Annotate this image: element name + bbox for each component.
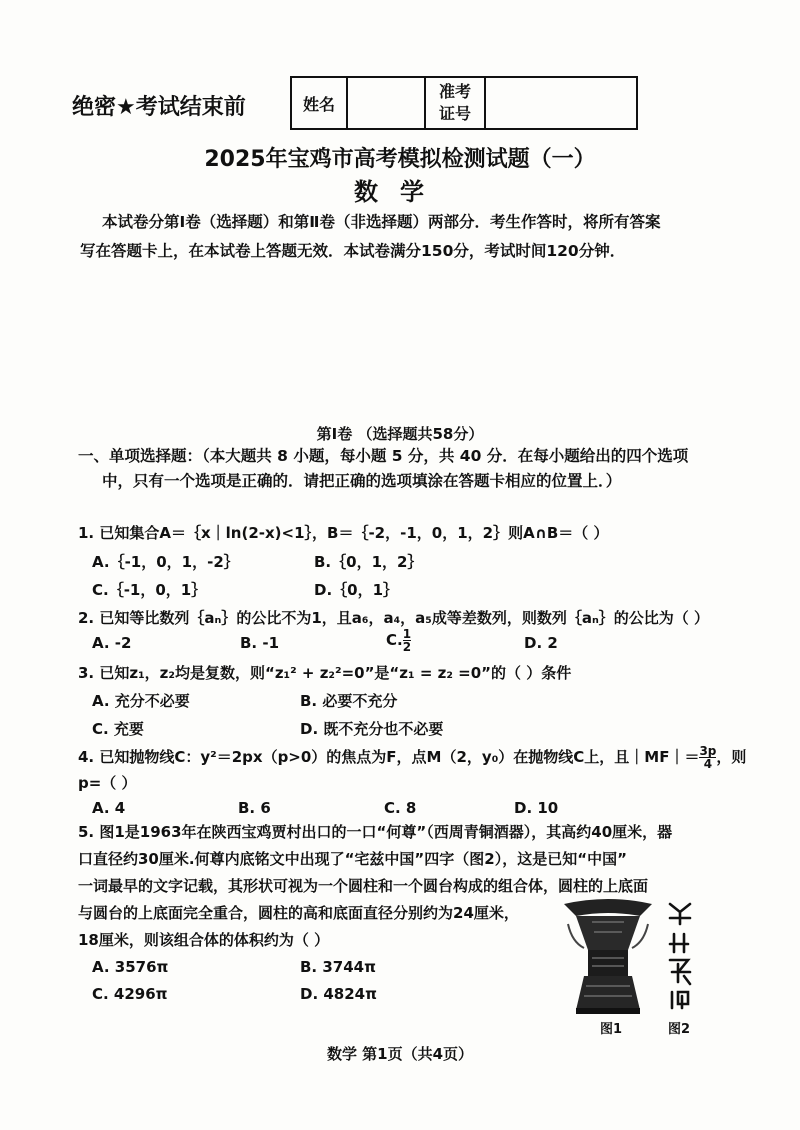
question-5-stem: 5. 图1是1963年在陕西宝鸡贾村出口的一口“何尊”（西周青铜酒器），其高约40厘米，器 口直径约30厘米.何尊内底铭文中出现了“宅兹中国”四字（图2），这是已知“中国” 一词最早的文字记载，其形状可视为一个圆柱和一个圆台构成的组合体，圆柱的上底面 与圆台的上底面完全重合，圆柱的高和底面直径分别约为24厘米， 18厘米，则该组合体的体积约为（ ） bbox=[78, 823, 673, 949]
question-4-option-b: B. 6 bbox=[238, 799, 271, 817]
figure-1-caption: 图1 bbox=[600, 1022, 623, 1037]
question-5-option-d: D. 4824π bbox=[300, 985, 377, 1003]
question-5-option-b: B. 3744π bbox=[300, 958, 376, 976]
question-1-option-a: A.｛-1，0，1，-2｝ bbox=[92, 553, 239, 571]
question-3-option-d: D. 既不充分也不必要 bbox=[300, 720, 444, 738]
section-heading: 第Ⅰ卷 （选择题共58分） bbox=[316, 425, 484, 443]
question-4-stem-line2: p=（ ） bbox=[78, 774, 137, 792]
question-4-stem: 4. 已知抛物线C：y²＝2px（p>0）的焦点为F，点M（2，y₀）在抛物线C上，且｜MF｜＝ $\frac{3p}{4}$ ，则 bbox=[78, 744, 747, 771]
question-4-option-c: C. 8 bbox=[384, 799, 417, 817]
name-label: 姓名 bbox=[291, 77, 347, 129]
figure-1-bronze-vessel bbox=[562, 898, 654, 1016]
exam-title: 2025年宝鸡市高考模拟检测试题（一） bbox=[204, 147, 596, 172]
question-1-option-d: D.｛0，1｝ bbox=[314, 581, 399, 599]
name-field[interactable] bbox=[347, 77, 425, 129]
question-3-stem: 3. 已知z₁，z₂均是复数，则“z₁² + z₂²=0”是“z₁ = z₂ =0”的（ ）条件 bbox=[78, 664, 572, 682]
question-2-stem: 2. 已知等比数列｛aₙ｝的公比不为1，且a₆，a₄，a₅成等差数列，则数列｛aₙ｝的公比为（ ） bbox=[78, 609, 710, 627]
question-1-option-b: B.｛0，1，2｝ bbox=[314, 553, 423, 571]
exam-id-field[interactable] bbox=[485, 77, 637, 129]
question-3-option-a: A. 充分不必要 bbox=[92, 692, 190, 710]
inscription-glyphs-icon bbox=[662, 900, 698, 1012]
question-1-option-c: C.｛-1，0，1｝ bbox=[92, 581, 207, 599]
question-2-option-c: C. $\frac{1}{2}$ bbox=[386, 627, 412, 654]
exam-id-label: 准考 证号 bbox=[425, 77, 485, 129]
section-instructions: 一、单项选择题：（本大题共 8 小题，每小题 5 分，共 40 分．在每小题给出的四个选项 中，只有一个选项是正确的．请把正确的选项填涂在答题卡相应的位置上．） bbox=[78, 447, 689, 490]
figure-2-caption: 图2 bbox=[668, 1022, 691, 1037]
subject-title: 数学 bbox=[354, 178, 446, 206]
question-2-option-d: D. 2 bbox=[524, 634, 558, 652]
question-1-stem: 1. 已知集合A＝｛x｜ln(2-x)<1｝，B＝｛-2，-1，0，1，2｝则A∩B＝（ ） bbox=[78, 524, 609, 542]
question-5-option-c: C. 4296π bbox=[92, 985, 168, 1003]
question-3-option-b: B. 必要不充分 bbox=[300, 692, 398, 710]
question-2-option-b: B. -1 bbox=[240, 634, 280, 652]
bronze-vessel-icon bbox=[562, 898, 654, 1016]
candidate-info-box bbox=[290, 76, 638, 130]
page-footer: 数学 第1页（共4页） bbox=[326, 1045, 474, 1063]
question-4-option-a: A. 4 bbox=[92, 799, 126, 817]
exam-intro: 本试卷分第Ⅰ卷（选择题）和第Ⅱ卷（非选择题）两部分．考生作答时，将所有答案 写在答题卡上，在本试卷上答题无效．本试卷满分150分，考试时间120分钟． bbox=[80, 213, 661, 260]
question-4-option-d: D. 10 bbox=[514, 799, 559, 817]
question-2-option-a: A. -2 bbox=[92, 634, 132, 652]
confidential-label: 绝密★考试结束前 bbox=[72, 95, 246, 120]
question-5-option-a: A. 3576π bbox=[92, 958, 169, 976]
question-3-option-c: C. 充要 bbox=[92, 720, 144, 738]
figure-2-inscription bbox=[662, 900, 698, 1012]
